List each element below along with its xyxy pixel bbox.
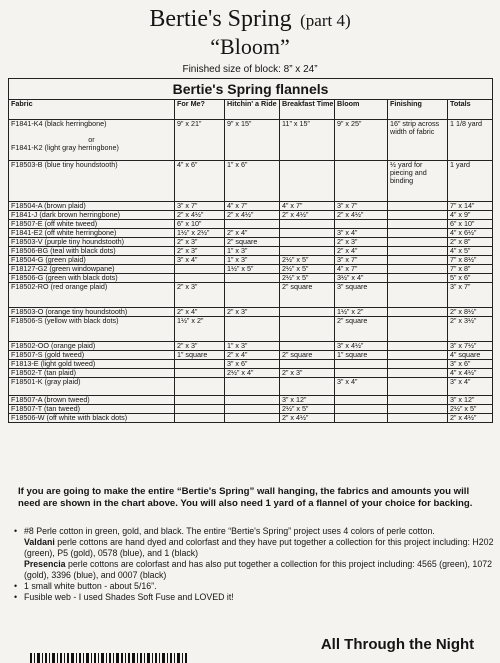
cell-breakfast xyxy=(280,308,335,317)
cell-hitchin: 2” x 4½” xyxy=(225,211,280,220)
cell-bloom: 2” square xyxy=(335,317,388,342)
cell-breakfast: 2½” x 5” xyxy=(280,256,335,265)
cell-totals: 6” x 10” xyxy=(448,220,493,229)
cell-bloom: 3” x 4½” xyxy=(335,342,388,351)
cell-bloom: 1½” x 2” xyxy=(335,308,388,317)
cell-totals: 3” x 12” xyxy=(448,396,493,405)
cell-finishing xyxy=(388,405,448,414)
cell-hitchin xyxy=(225,378,280,396)
fabric-or: or xyxy=(88,135,95,144)
fabric-note: If you are going to make the entire “Bertie's Spring” wall hanging, the fabrics and amounts you will need are shown in the chart above. You will also need 1 yard of a flannel of your choice for backing. xyxy=(18,486,473,509)
table-row xyxy=(9,220,493,229)
list-item: • #8 Perle cotton in green, gold, and black. The entire “Bertie's Spring” project uses 4 colors of perle cotton. xyxy=(14,526,435,536)
cell-bloom: 3” x 4” xyxy=(335,378,388,396)
cell-for-me xyxy=(175,265,225,274)
cell-breakfast xyxy=(280,229,335,238)
presencia-brand: Presencia xyxy=(24,559,66,569)
cell-finishing xyxy=(388,229,448,238)
fabric-name: F18503-V (purple tiny houndstooth) xyxy=(9,238,175,247)
cell-totals: 3” x 7½” xyxy=(448,342,493,351)
cell-breakfast xyxy=(280,238,335,247)
supplies-list xyxy=(14,526,494,603)
cell-hitchin xyxy=(225,274,280,283)
fabric-cell xyxy=(9,120,175,161)
cell-totals: 4” x 6½” xyxy=(448,229,493,238)
header-finishing: Finishing xyxy=(388,100,448,120)
header-fabric: Fabric xyxy=(9,100,175,120)
cell-totals: 3” x 7” xyxy=(448,283,493,308)
list-item: • Fusible web - I used Shades Soft Fuse and LOVED it! xyxy=(14,592,234,602)
cell-breakfast xyxy=(280,220,335,229)
cell-finishing xyxy=(388,342,448,351)
cell-hitchin: 2½” x 4” xyxy=(225,369,280,378)
cell-finishing xyxy=(388,220,448,229)
table-row xyxy=(9,360,493,369)
fabric-name: F18503-B (blue tiny houndstooth) xyxy=(9,161,175,202)
cell-hitchin xyxy=(225,283,280,308)
table-row xyxy=(9,256,493,265)
cell-totals: 4” x 4½” xyxy=(448,369,493,378)
cell-totals: 3” x 4” xyxy=(448,378,493,396)
cell-for-me: 3” x 7” xyxy=(175,202,225,211)
fabric-name: F18507-S (gold tweed) xyxy=(9,351,175,360)
cell-for-me: 9” x 21” xyxy=(175,120,225,161)
cell-breakfast xyxy=(280,342,335,351)
fabric-name: F1813-E (light gold tweed) xyxy=(9,360,175,369)
cell-breakfast: 2” square xyxy=(280,351,335,360)
cell-bloom xyxy=(335,414,388,423)
cell-totals: 2” x 3½” xyxy=(448,317,493,342)
cell-hitchin xyxy=(225,405,280,414)
cell-hitchin xyxy=(225,220,280,229)
cell-breakfast: 3” x 12” xyxy=(280,396,335,405)
header-breakfast: Breakfast Time xyxy=(280,100,335,120)
block-title: “Bloom” xyxy=(210,34,290,59)
fabric-name: F18504-A (brown plaid) xyxy=(9,202,175,211)
cell-for-me: 6” x 10” xyxy=(175,220,225,229)
cell-finishing xyxy=(388,351,448,360)
fabric-name: F18506-BG (teal with black dots) xyxy=(9,247,175,256)
cell-finishing xyxy=(388,256,448,265)
cell-bloom: 2” x 3” xyxy=(335,238,388,247)
fabric-name: F18507-A (brown tweed) xyxy=(9,396,175,405)
cell-breakfast: 2½” x 5” xyxy=(280,405,335,414)
header-totals: Totals xyxy=(448,100,493,120)
cell-hitchin: 2” x 3” xyxy=(225,308,280,317)
cell-for-me xyxy=(175,274,225,283)
header-hitchin: Hitchin' a Ride xyxy=(225,100,280,120)
cell-bloom xyxy=(335,405,388,414)
fabric-name: F18502-OO (orange plaid) xyxy=(9,342,175,351)
cell-hitchin xyxy=(225,414,280,423)
table-row xyxy=(9,202,493,211)
fabric-table xyxy=(8,78,493,423)
cell-hitchin: 1½” x 5” xyxy=(225,265,280,274)
table-row xyxy=(9,414,493,423)
cell-hitchin xyxy=(225,317,280,342)
cell-finishing xyxy=(388,378,448,396)
cell-totals: 3” x 6” xyxy=(448,360,493,369)
cell-totals: 7” x 8” xyxy=(448,265,493,274)
fabric-name: F1841-J (dark brown herringbone) xyxy=(9,211,175,220)
fabric-name: F18503-O (orange tiny houndstooth) xyxy=(9,308,175,317)
cell-bloom: 2” x 4½” xyxy=(335,211,388,220)
cell-for-me: 4” x 6” xyxy=(175,161,225,202)
cell-finishing xyxy=(388,238,448,247)
table-row xyxy=(9,265,493,274)
cell-breakfast: 2½” x 5” xyxy=(280,274,335,283)
table-row xyxy=(9,351,493,360)
cell-totals: 2” x 8½” xyxy=(448,308,493,317)
fabric-name: F1841-K2 (light gray herringbone) xyxy=(11,143,119,152)
valdani-brand: Valdani xyxy=(24,537,55,547)
cell-bloom: 9” x 25” xyxy=(335,120,388,161)
cell-finishing xyxy=(388,211,448,220)
cell-finishing xyxy=(388,247,448,256)
cell-totals: 4” square xyxy=(448,351,493,360)
cell-finishing xyxy=(388,274,448,283)
cell-for-me: 1” square xyxy=(175,351,225,360)
cell-breakfast: 11” x 15” xyxy=(280,120,335,161)
fabric-name: F18502-RO (red orange plaid) xyxy=(9,283,175,308)
cell-totals: 1 yard xyxy=(448,161,493,202)
cell-hitchin: 1” x 3” xyxy=(225,342,280,351)
table-row xyxy=(9,247,493,256)
cell-for-me: 2” x 3” xyxy=(175,283,225,308)
table-caption: Bertie's Spring flannels xyxy=(9,79,493,100)
cell-hitchin: 1” x 3” xyxy=(225,256,280,265)
list-item: Presencia perle cottons are colorfast and has also put together a collection for this project including: 4565 (green), 1072 (gold), 3396 (blue), and 0007 (black) xyxy=(24,559,492,580)
cell-finishing xyxy=(388,308,448,317)
cell-totals: 1 1/8 yard xyxy=(448,120,493,161)
cell-finishing xyxy=(388,360,448,369)
cell-totals: 4” x 9” xyxy=(448,211,493,220)
cell-totals: 2” x 8” xyxy=(448,238,493,247)
cell-for-me xyxy=(175,378,225,396)
cell-breakfast: 2” x 3” xyxy=(280,369,335,378)
cell-for-me: 2” x 4” xyxy=(175,308,225,317)
cell-hitchin: 2” square xyxy=(225,238,280,247)
cell-for-me: 2” x 3” xyxy=(175,247,225,256)
cell-for-me: 1½” x 2½” xyxy=(175,229,225,238)
cell-breakfast xyxy=(280,360,335,369)
cell-hitchin: 1” x 6” xyxy=(225,161,280,202)
cell-hitchin: 1” x 3” xyxy=(225,247,280,256)
table-row xyxy=(9,274,493,283)
cell-finishing xyxy=(388,396,448,405)
cell-hitchin: 3” x 6” xyxy=(225,360,280,369)
cell-for-me: 2” x 3” xyxy=(175,342,225,351)
cell-breakfast: 4” x 7” xyxy=(280,202,335,211)
cell-for-me xyxy=(175,396,225,405)
cell-breakfast: 2” x 4½” xyxy=(280,414,335,423)
cell-for-me xyxy=(175,360,225,369)
cell-hitchin: 9” x 15” xyxy=(225,120,280,161)
cell-totals: 7” x 14” xyxy=(448,202,493,211)
cell-breakfast xyxy=(280,247,335,256)
list-item: • 1 small white button - about 5/16”. xyxy=(14,581,157,591)
fabric-name: F1841-E2 (off white herringbone) xyxy=(9,229,175,238)
company-logo-text: All Through the Night xyxy=(320,636,475,653)
cell-bloom: 4” x 7” xyxy=(335,265,388,274)
fabric-name: F18502-T (tan plaid) xyxy=(9,369,175,378)
cell-bloom xyxy=(335,369,388,378)
barcode-icon xyxy=(30,653,190,663)
header-for-me: For Me? xyxy=(175,100,225,120)
fabric-name: F18501-K (gray plaid) xyxy=(9,378,175,396)
header-bloom: Bloom xyxy=(335,100,388,120)
table-row xyxy=(9,405,493,414)
cell-finishing xyxy=(388,317,448,342)
cell-bloom: 2” x 4” xyxy=(335,247,388,256)
cell-finishing xyxy=(388,265,448,274)
fabric-name: F18506-G (green with black dots) xyxy=(9,274,175,283)
fabric-name: F18127-G2 (green windowpane) xyxy=(9,265,175,274)
table-row xyxy=(9,120,493,161)
cell-breakfast: 2” x 4½” xyxy=(280,211,335,220)
cell-breakfast xyxy=(280,317,335,342)
cell-bloom xyxy=(335,220,388,229)
cell-bloom xyxy=(335,396,388,405)
fabric-name: F18504-G (green plaid) xyxy=(9,256,175,265)
cell-bloom: 3½” x 4” xyxy=(335,274,388,283)
cell-bloom: 3” x 7” xyxy=(335,256,388,265)
cell-totals: 2½” x 5” xyxy=(448,405,493,414)
fabric-name: F18507-T (tan tweed) xyxy=(9,405,175,414)
cell-breakfast xyxy=(280,161,335,202)
cell-for-me xyxy=(175,405,225,414)
cell-totals: 5” x 6” xyxy=(448,274,493,283)
bullet-icon: • xyxy=(14,526,18,536)
table-row xyxy=(9,342,493,351)
table-row xyxy=(9,396,493,405)
table-row xyxy=(9,238,493,247)
cell-for-me: 3” x 4” xyxy=(175,256,225,265)
list-item: Valdani perle cottons are hand dyed and colorfast and they have put together a collection for this project including: H202 (green), P5 (gold), 0578 (blue), and 1 (black) xyxy=(24,537,494,558)
table-row xyxy=(9,229,493,238)
cell-bloom xyxy=(335,360,388,369)
cell-bloom: 3” x 4” xyxy=(335,229,388,238)
table-row xyxy=(9,283,493,308)
cell-for-me xyxy=(175,414,225,423)
table-row xyxy=(9,308,493,317)
bullet-icon: • xyxy=(14,581,18,591)
cell-totals: 7” x 8½” xyxy=(448,256,493,265)
cell-breakfast: 2” square xyxy=(280,283,335,308)
cell-finishing xyxy=(388,369,448,378)
bullet-icon: • xyxy=(14,592,18,602)
fabric-name: F18507-E (off white tweed) xyxy=(9,220,175,229)
table-row xyxy=(9,161,493,202)
cell-bloom: 1” square xyxy=(335,351,388,360)
fabric-name: F1841-K4 (black herringbone) xyxy=(11,119,107,128)
cell-finishing: ½ yard for piecing and binding xyxy=(388,161,448,202)
cell-for-me: 1½” x 2” xyxy=(175,317,225,342)
cell-totals: 4” x 5” xyxy=(448,247,493,256)
table-row xyxy=(9,211,493,220)
cell-bloom: 3” x 7” xyxy=(335,202,388,211)
cell-bloom xyxy=(335,161,388,202)
finished-size: Finished size of block: 8” x 24” xyxy=(182,64,318,75)
cell-for-me: 2” x 3” xyxy=(175,238,225,247)
table-row xyxy=(9,378,493,396)
cell-for-me: 2” x 4½” xyxy=(175,211,225,220)
cell-for-me xyxy=(175,369,225,378)
cell-hitchin: 4” x 7” xyxy=(225,202,280,211)
cell-hitchin: 2” x 4” xyxy=(225,229,280,238)
cell-breakfast: 2½” x 5” xyxy=(280,265,335,274)
cell-finishing xyxy=(388,202,448,211)
fabric-name: F18506-W (off white with black dots) xyxy=(9,414,175,423)
cell-finishing xyxy=(388,414,448,423)
pattern-part: (part 4) xyxy=(300,11,351,30)
cell-totals: 2” x 4½” xyxy=(448,414,493,423)
table-row xyxy=(9,317,493,342)
fabric-name: F18506-S (yellow with black dots) xyxy=(9,317,175,342)
cell-hitchin: 2” x 4” xyxy=(225,351,280,360)
cell-finishing: 16” strip across width of fabric xyxy=(388,120,448,161)
cell-breakfast xyxy=(280,378,335,396)
table-row xyxy=(9,369,493,378)
title-row xyxy=(0,6,500,33)
cell-finishing xyxy=(388,283,448,308)
cell-hitchin xyxy=(225,396,280,405)
cell-bloom: 3” square xyxy=(335,283,388,308)
pattern-title: Bertie's Spring xyxy=(149,6,292,32)
